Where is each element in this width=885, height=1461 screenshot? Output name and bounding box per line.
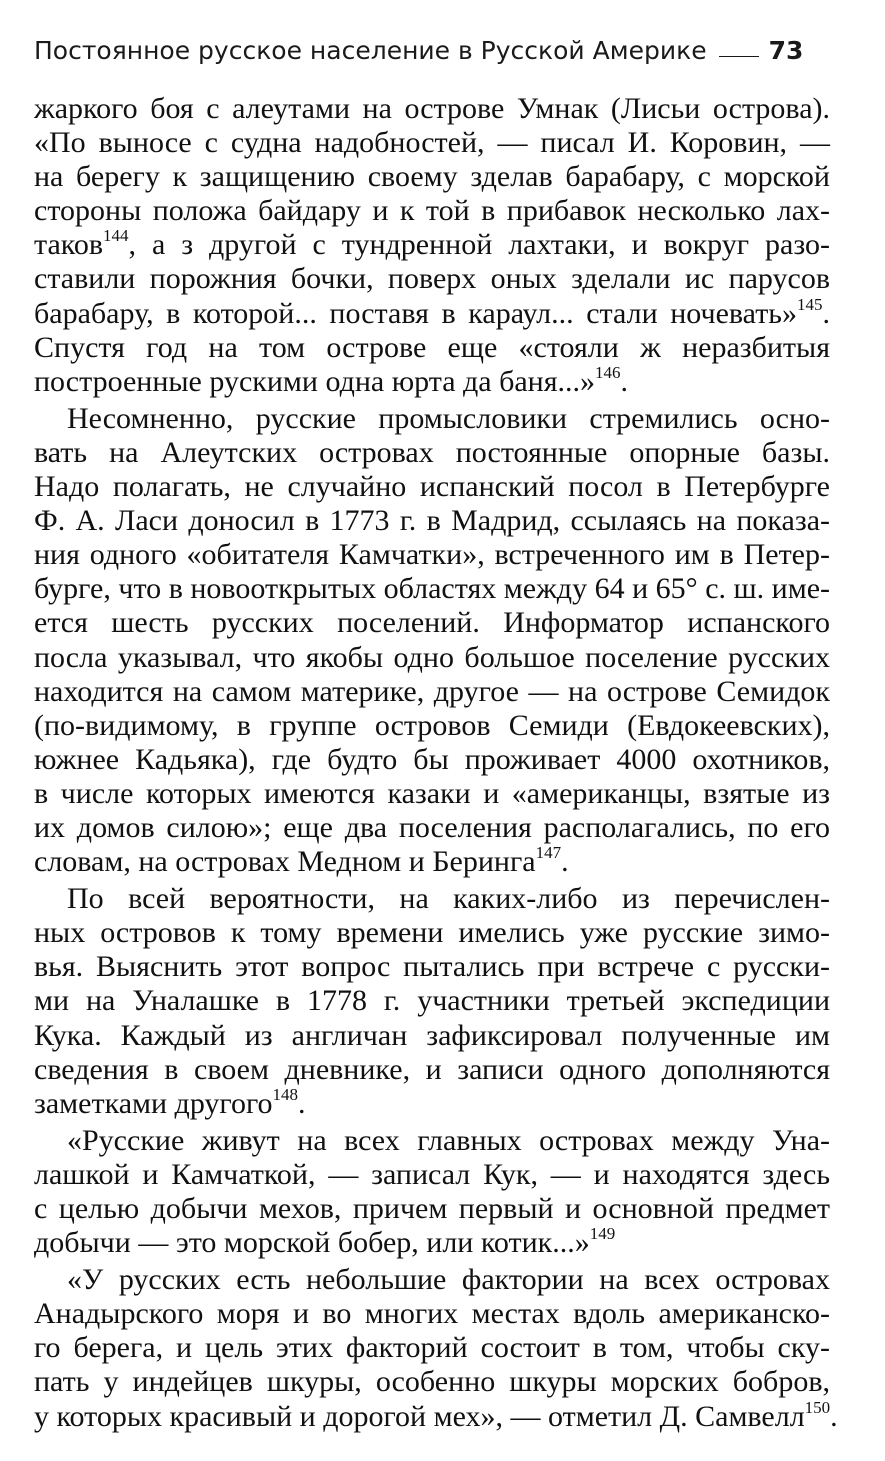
text-line: «По выносе с судна надобностей, — писал И. Коровин, —: [34, 126, 830, 160]
footnote-ref: 145: [797, 294, 823, 314]
text-line: посла указывал, что якобы одно большое поселение русских: [34, 640, 830, 674]
text-line: (по-видимому, в группе островов Семиди (Евдокеевских),: [34, 708, 830, 742]
text-line: [34, 1397, 838, 1434]
text-line: «Русские живут на всех главных островах между Уна-: [67, 1123, 830, 1157]
footnote-ref: 150: [804, 1397, 831, 1417]
running-head-title: Постоянное русское население в Русской Америке: [34, 35, 707, 65]
line-text: .: [561, 845, 569, 879]
paragraph: [34, 402, 830, 879]
text-line: [34, 1226, 830, 1260]
text-line: [34, 228, 830, 262]
text-line: в числе которых имеются казаки и «американцы, взятые из: [34, 776, 830, 810]
text-line: Кука. Каждый из англичан зафиксировал полученные им: [34, 1018, 830, 1052]
text-line: южнее Кадьяка), где будто бы проживает 4000 охотников,: [34, 742, 830, 776]
text-line: ется шесть русских поселений. Информатор испанского: [34, 606, 830, 640]
line-text: , а з другой с тундренной лахтаки, и вокруг разо-: [128, 228, 830, 262]
paragraph: [34, 882, 830, 1121]
line-text: добычи — это морской бобер, или котик...»: [34, 1226, 590, 1260]
footnote-ref: 147: [535, 843, 562, 863]
text-line: их домов силою»; еще два поселения располагались, по его: [34, 810, 830, 844]
line-text: барабару, в которой... поставя в караул... стали ночевать»: [34, 296, 797, 330]
line-text: .: [620, 364, 629, 398]
line-text: словам, на островах Медном и Беринга: [34, 845, 536, 879]
paragraph: [34, 1124, 830, 1260]
paragraph: [34, 1263, 838, 1433]
footnote-ref: 149: [589, 1224, 616, 1244]
running-head: [34, 30, 834, 70]
text-line: находится на самом материке, другое — на острове Семидок: [34, 674, 830, 708]
page-number: 73: [768, 35, 804, 65]
line-text: построенные рускими одна юрта да баня...»: [34, 364, 596, 398]
text-line: Спустя год на том острове еще «стояли ж неразбитыя: [34, 330, 830, 364]
text-line: Надо полагать, не случайно испанский посол в Петербурге: [34, 470, 830, 504]
line-text: .: [298, 1086, 306, 1120]
text-line: с целью добычи мехов, причем первый и основной предмет: [34, 1192, 830, 1225]
text-line: По всей вероятности, на каких-либо из перечислен-: [67, 882, 830, 916]
text-line: [34, 294, 830, 331]
paragraph: [34, 92, 830, 399]
text-line: [34, 845, 830, 879]
text-line: «У русских есть небольшие фактории на всех островах: [67, 1263, 830, 1297]
text-line: пать у индейцев шкуры, особенно шкуры морских бобров,: [34, 1365, 830, 1399]
text-line: стороны положа байдару и к той в прибавок несколько лах-: [34, 194, 830, 228]
line-text: таков: [34, 228, 104, 262]
footnote-ref: 144: [103, 226, 129, 246]
text-line: Несомненно, русские промысловики стремились осно-: [67, 401, 830, 435]
text-line: сведения в своем дневнике, и записи одного дополняются: [34, 1052, 830, 1086]
line-text: .: [822, 296, 830, 330]
text-line: вья. Выяснить этот вопрос пытались при встрече с русски-: [34, 950, 830, 984]
line-text: у которых красивый и дорогой мех», — отметил Д. Самвелл: [34, 1399, 805, 1433]
text-line: на берегу к защищению своему зделав барабару, с морской: [34, 160, 830, 194]
text-line: лашкой и Камчаткой, — записал Кук, — и находятся здесь: [34, 1157, 830, 1191]
footnote-ref: 146: [595, 362, 621, 382]
text-line: Ф. А. Ласи доносил в 1773 г. в Мадрид, ссылаясь на показа-: [34, 504, 830, 538]
text-line: бурге, что в новооткрытых областях между 64 и 65° с. ш. име-: [34, 572, 830, 606]
text-line: ставили порожния бочки, поверх оных зделали ис парусов: [34, 262, 830, 296]
text-line: ми на Уналашке в 1778 г. участники третьей экспедиции: [34, 984, 830, 1018]
text-line: [34, 362, 830, 399]
text-line: вать на Алеутских островах постоянные опорные базы.: [34, 435, 830, 469]
line-text: .: [830, 1399, 838, 1433]
running-head-rule: [719, 56, 759, 57]
body-text: [34, 92, 838, 1434]
line-text: заметками другого: [34, 1086, 273, 1120]
text-line: [34, 1084, 830, 1121]
text-line: ных островов к тому времени имелись уже русские зимо-: [34, 916, 830, 950]
text-line: ния одного «обитателя Камчатки», встреченного им в Петер-: [34, 538, 830, 572]
footnote-ref: 148: [272, 1084, 299, 1104]
text-line: Анадырского моря и во многих местах вдоль американско-: [34, 1297, 830, 1331]
text-line: го берега, и цель этих факторий состоит в том, чтобы ску-: [34, 1331, 830, 1365]
text-line: жаркого боя с алеутами на острове Умнак (Лисьи острова).: [34, 92, 830, 125]
